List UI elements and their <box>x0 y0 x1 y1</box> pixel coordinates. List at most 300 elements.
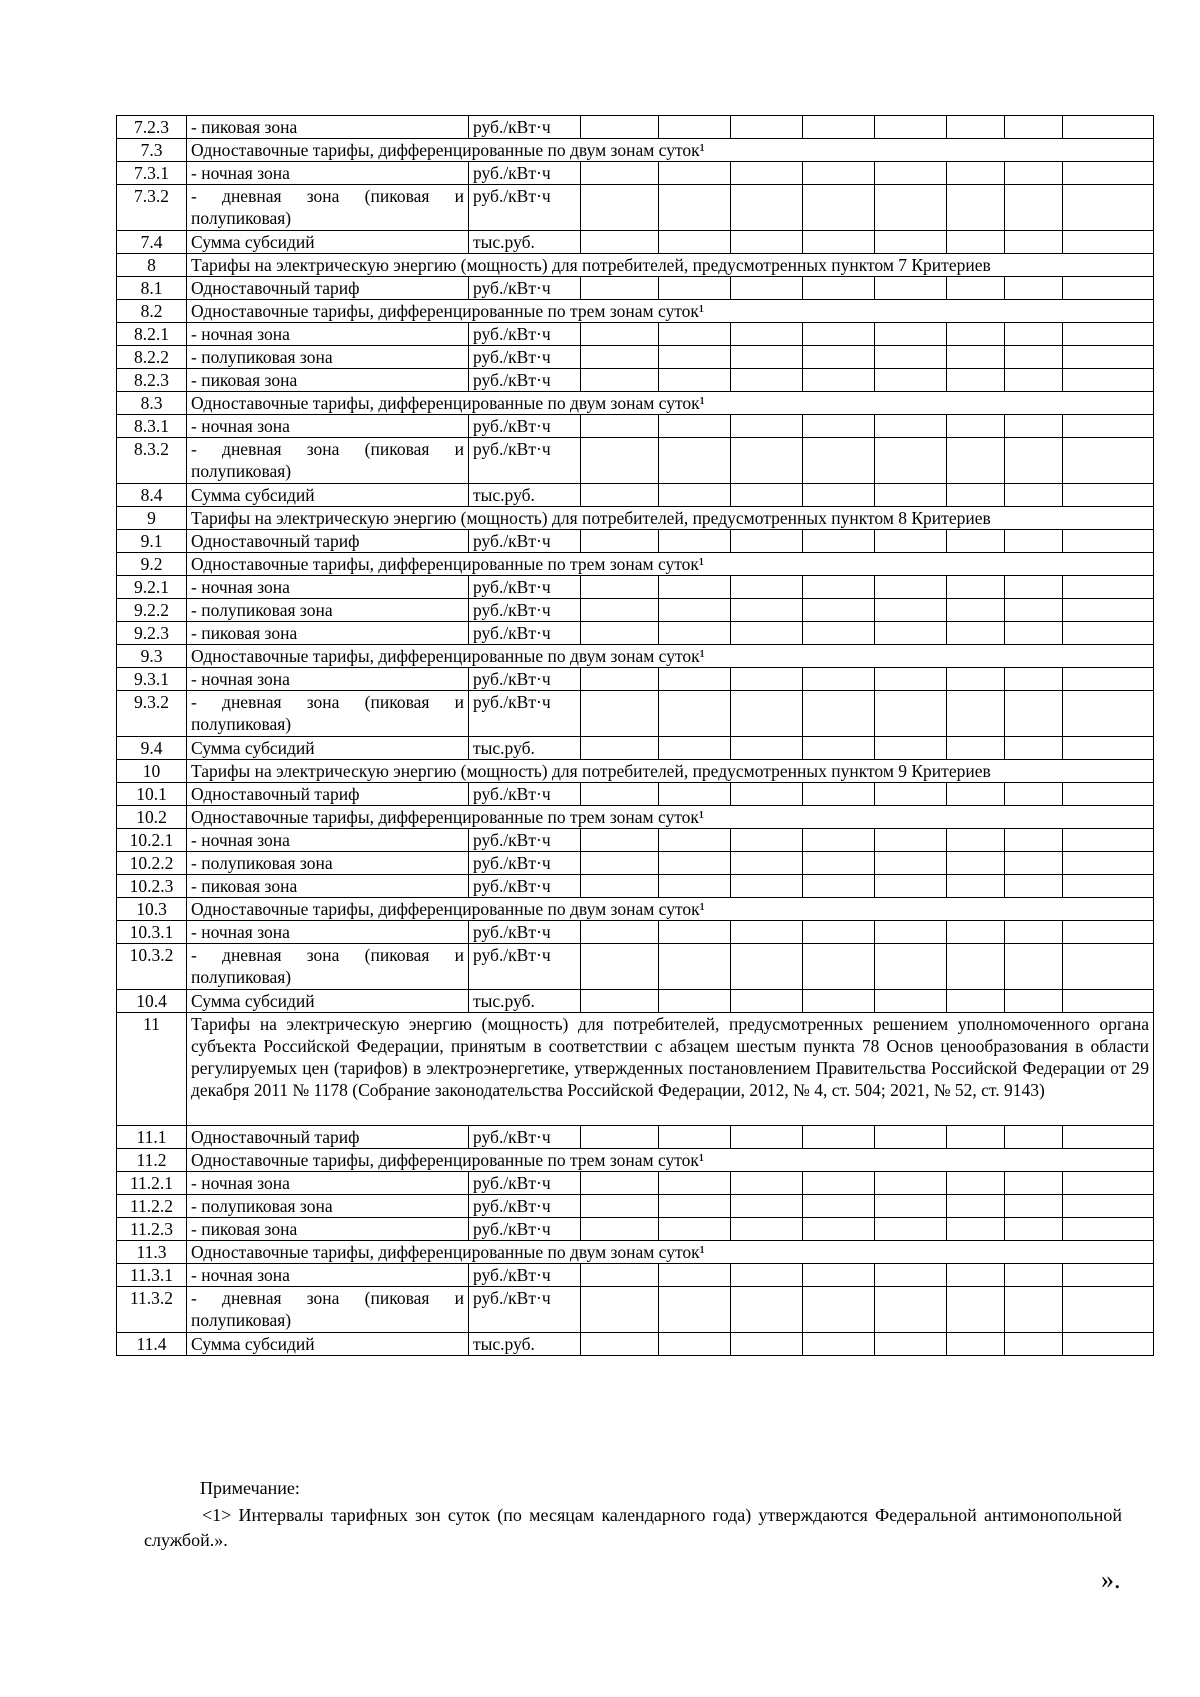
value-cell <box>1005 1264 1063 1287</box>
unit-cell: руб./кВт·ч <box>469 162 581 185</box>
value-cell <box>875 1126 947 1149</box>
value-cell <box>1063 852 1154 875</box>
table-row <box>117 1172 1154 1195</box>
value-cell <box>659 622 731 645</box>
table-row <box>117 1126 1154 1149</box>
value-cell <box>659 1126 731 1149</box>
value-cell <box>581 323 659 346</box>
indicator-name-cell: Сумма субсидий <box>187 1333 469 1356</box>
unit-cell: руб./кВт·ч <box>469 1218 581 1241</box>
value-cell <box>803 1126 875 1149</box>
value-cell <box>1063 231 1154 254</box>
row-number-cell: 10.1 <box>117 783 187 806</box>
value-cell <box>803 668 875 691</box>
value-cell <box>875 944 947 990</box>
value-cell <box>947 438 1005 484</box>
value-cell <box>947 185 1005 231</box>
unit-cell: руб./кВт·ч <box>469 415 581 438</box>
row-number-cell: 7.4 <box>117 231 187 254</box>
table-row <box>117 645 1154 668</box>
value-cell <box>803 852 875 875</box>
table-row <box>117 553 1154 576</box>
row-number-cell: 8.4 <box>117 484 187 507</box>
value-cell <box>659 1172 731 1195</box>
unit-cell: руб./кВт·ч <box>469 1287 581 1333</box>
unit-cell: тыс.руб. <box>469 484 581 507</box>
value-cell <box>875 438 947 484</box>
value-cell <box>1005 323 1063 346</box>
table-row <box>117 415 1154 438</box>
value-cell <box>875 1287 947 1333</box>
indicator-name-cell: - дневная зона (пиковая и полупиковая) <box>187 691 469 737</box>
value-cell <box>581 1218 659 1241</box>
value-cell <box>1005 852 1063 875</box>
indicator-name-cell: Одноставочный тариф <box>187 277 469 300</box>
row-number-cell: 10.2.2 <box>117 852 187 875</box>
value-cell <box>581 231 659 254</box>
section-title-cell: Тарифы на электрическую энергию (мощность) для потребителей, предусмотренных пунктом 9 Критериев <box>187 760 1154 783</box>
value-cell <box>1063 116 1154 139</box>
value-cell <box>1005 990 1063 1013</box>
row-number-cell: 9 <box>117 507 187 530</box>
table-row <box>117 875 1154 898</box>
unit-cell: руб./кВт·ч <box>469 369 581 392</box>
row-number-cell: 8 <box>117 254 187 277</box>
value-cell <box>581 852 659 875</box>
value-cell <box>731 277 803 300</box>
value-cell <box>875 277 947 300</box>
indicator-name-cell: - ночная зона <box>187 921 469 944</box>
value-cell <box>731 1287 803 1333</box>
value-cell <box>1063 599 1154 622</box>
row-number-cell: 10.2.1 <box>117 829 187 852</box>
row-number-cell: 9.2.1 <box>117 576 187 599</box>
value-cell <box>731 622 803 645</box>
value-cell <box>659 990 731 1013</box>
value-cell <box>1063 530 1154 553</box>
value-cell <box>1063 1218 1154 1241</box>
indicator-name-cell: - полупиковая зона <box>187 599 469 622</box>
value-cell <box>1063 1264 1154 1287</box>
unit-cell: руб./кВт·ч <box>469 829 581 852</box>
table-row <box>117 829 1154 852</box>
value-cell <box>731 576 803 599</box>
section-title-cell: Одноставочные тарифы, дифференцированные по трем зонам суток¹ <box>187 1149 1154 1172</box>
value-cell <box>1063 1333 1154 1356</box>
row-number-cell: 7.3.1 <box>117 162 187 185</box>
indicator-name-cell: - ночная зона <box>187 415 469 438</box>
value-cell <box>1005 1195 1063 1218</box>
value-cell <box>581 829 659 852</box>
value-cell <box>803 438 875 484</box>
table-row <box>117 1241 1154 1264</box>
unit-cell: руб./кВт·ч <box>469 346 581 369</box>
value-cell <box>581 576 659 599</box>
value-cell <box>1063 576 1154 599</box>
value-cell <box>947 576 1005 599</box>
value-cell <box>659 599 731 622</box>
value-cell <box>803 921 875 944</box>
value-cell <box>731 668 803 691</box>
table-row <box>117 323 1154 346</box>
value-cell <box>1005 737 1063 760</box>
indicator-name-cell: Сумма субсидий <box>187 737 469 760</box>
value-cell <box>1063 1287 1154 1333</box>
value-cell <box>947 599 1005 622</box>
unit-cell: руб./кВт·ч <box>469 783 581 806</box>
section-title-cell: Одноставочные тарифы, дифференцированные по трем зонам суток¹ <box>187 553 1154 576</box>
indicator-name-cell: - полупиковая зона <box>187 1195 469 1218</box>
value-cell <box>659 185 731 231</box>
table-row <box>117 576 1154 599</box>
value-cell <box>947 484 1005 507</box>
value-cell <box>731 369 803 392</box>
table-row <box>117 691 1154 737</box>
document-page <box>116 115 1153 1356</box>
value-cell <box>803 415 875 438</box>
value-cell <box>803 231 875 254</box>
section-title-cell: Одноставочные тарифы, дифференцированные по двум зонам суток¹ <box>187 645 1154 668</box>
value-cell <box>803 576 875 599</box>
table-row <box>117 300 1154 323</box>
row-number-cell: 8.1 <box>117 277 187 300</box>
value-cell <box>581 599 659 622</box>
indicator-name-cell: - ночная зона <box>187 1172 469 1195</box>
row-number-cell: 7.3 <box>117 139 187 162</box>
value-cell <box>731 875 803 898</box>
value-cell <box>875 622 947 645</box>
value-cell <box>731 1172 803 1195</box>
table-row <box>117 438 1154 484</box>
value-cell <box>1063 622 1154 645</box>
value-cell <box>1063 668 1154 691</box>
indicator-name-cell: - дневная зона (пиковая и полупиковая) <box>187 438 469 484</box>
value-cell <box>1063 737 1154 760</box>
indicator-name-cell: - ночная зона <box>187 829 469 852</box>
table-row <box>117 1195 1154 1218</box>
value-cell <box>1005 691 1063 737</box>
table-row <box>117 806 1154 829</box>
row-number-cell: 9.4 <box>117 737 187 760</box>
section-title-cell: Одноставочные тарифы, дифференцированные по двум зонам суток¹ <box>187 392 1154 415</box>
table-row <box>117 668 1154 691</box>
value-cell <box>947 829 1005 852</box>
value-cell <box>1063 438 1154 484</box>
value-cell <box>947 415 1005 438</box>
value-cell <box>659 1195 731 1218</box>
value-cell <box>581 1172 659 1195</box>
value-cell <box>803 783 875 806</box>
row-number-cell: 11.2 <box>117 1149 187 1172</box>
value-cell <box>1005 576 1063 599</box>
value-cell <box>1063 1126 1154 1149</box>
value-cell <box>947 346 1005 369</box>
row-number-cell: 10 <box>117 760 187 783</box>
row-number-cell: 8.2.2 <box>117 346 187 369</box>
value-cell <box>659 530 731 553</box>
value-cell <box>581 369 659 392</box>
value-cell <box>875 1218 947 1241</box>
value-cell <box>581 622 659 645</box>
value-cell <box>947 622 1005 645</box>
value-cell <box>875 668 947 691</box>
value-cell <box>731 1264 803 1287</box>
value-cell <box>581 737 659 760</box>
value-cell <box>1005 438 1063 484</box>
row-number-cell: 11.3.1 <box>117 1264 187 1287</box>
value-cell <box>947 323 1005 346</box>
value-cell <box>947 1333 1005 1356</box>
value-cell <box>731 1218 803 1241</box>
row-number-cell: 11.3 <box>117 1241 187 1264</box>
value-cell <box>803 622 875 645</box>
row-number-cell: 7.2.3 <box>117 116 187 139</box>
value-cell <box>803 185 875 231</box>
value-cell <box>1005 921 1063 944</box>
unit-cell: тыс.руб. <box>469 231 581 254</box>
value-cell <box>581 1195 659 1218</box>
row-number-cell: 9.3.1 <box>117 668 187 691</box>
table-row <box>117 392 1154 415</box>
value-cell <box>803 277 875 300</box>
value-cell <box>1063 875 1154 898</box>
value-cell <box>581 783 659 806</box>
unit-cell: руб./кВт·ч <box>469 622 581 645</box>
value-cell <box>659 415 731 438</box>
value-cell <box>875 162 947 185</box>
value-cell <box>1005 1172 1063 1195</box>
value-cell <box>875 415 947 438</box>
row-number-cell: 10.3 <box>117 898 187 921</box>
value-cell <box>947 921 1005 944</box>
indicator-name-cell: - пиковая зона <box>187 369 469 392</box>
row-number-cell: 10.2.3 <box>117 875 187 898</box>
value-cell <box>659 1333 731 1356</box>
value-cell <box>731 921 803 944</box>
indicator-name-cell: - пиковая зона <box>187 116 469 139</box>
value-cell <box>875 783 947 806</box>
table-row <box>117 254 1154 277</box>
row-number-cell: 11 <box>117 1013 187 1126</box>
value-cell <box>1063 990 1154 1013</box>
value-cell <box>803 530 875 553</box>
indicator-name-cell: - пиковая зона <box>187 1218 469 1241</box>
value-cell <box>875 1172 947 1195</box>
row-number-cell: 11.2.2 <box>117 1195 187 1218</box>
value-cell <box>581 484 659 507</box>
indicator-name-cell: Сумма субсидий <box>187 990 469 1013</box>
indicator-name-cell: - дневная зона (пиковая и полупиковая) <box>187 1287 469 1333</box>
row-number-cell: 9.2.3 <box>117 622 187 645</box>
value-cell <box>1005 1287 1063 1333</box>
value-cell <box>875 369 947 392</box>
table-row <box>117 944 1154 990</box>
value-cell <box>1063 162 1154 185</box>
value-cell <box>803 990 875 1013</box>
note-title: Примечание: <box>200 1478 300 1498</box>
table-row <box>117 530 1154 553</box>
row-number-cell: 11.3.2 <box>117 1287 187 1333</box>
value-cell <box>659 231 731 254</box>
value-cell <box>875 599 947 622</box>
value-cell <box>1005 369 1063 392</box>
value-cell <box>1005 277 1063 300</box>
unit-cell: руб./кВт·ч <box>469 1195 581 1218</box>
value-cell <box>731 185 803 231</box>
unit-cell: руб./кВт·ч <box>469 875 581 898</box>
value-cell <box>875 691 947 737</box>
closing-quote: ». <box>1101 1565 1121 1594</box>
table-row <box>117 921 1154 944</box>
value-cell <box>947 1126 1005 1149</box>
value-cell <box>581 921 659 944</box>
value-cell <box>875 530 947 553</box>
value-cell <box>875 116 947 139</box>
value-cell <box>803 875 875 898</box>
value-cell <box>803 829 875 852</box>
tariff-table <box>116 115 1154 1356</box>
value-cell <box>875 323 947 346</box>
indicator-name-cell: Одноставочный тариф <box>187 1126 469 1149</box>
table-row <box>117 990 1154 1013</box>
indicator-name-cell: - ночная зона <box>187 1264 469 1287</box>
value-cell <box>581 1287 659 1333</box>
row-number-cell: 10.4 <box>117 990 187 1013</box>
value-cell <box>803 1195 875 1218</box>
value-cell <box>1063 944 1154 990</box>
row-number-cell: 9.1 <box>117 530 187 553</box>
indicator-name-cell: - пиковая зона <box>187 875 469 898</box>
value-cell <box>947 1264 1005 1287</box>
value-cell <box>1063 691 1154 737</box>
value-cell <box>803 944 875 990</box>
indicator-name-cell: - ночная зона <box>187 162 469 185</box>
value-cell <box>581 691 659 737</box>
value-cell <box>1005 944 1063 990</box>
table-row <box>117 277 1154 300</box>
value-cell <box>1005 875 1063 898</box>
unit-cell: руб./кВт·ч <box>469 921 581 944</box>
value-cell <box>659 484 731 507</box>
value-cell <box>875 990 947 1013</box>
value-cell <box>581 162 659 185</box>
value-cell <box>947 1287 1005 1333</box>
indicator-name-cell: - ночная зона <box>187 323 469 346</box>
value-cell <box>1005 346 1063 369</box>
row-number-cell: 8.3.2 <box>117 438 187 484</box>
section-title-cell: Тарифы на электрическую энергию (мощность) для потребителей, предусмотренных пунктом 8 Критериев <box>187 507 1154 530</box>
value-cell <box>659 737 731 760</box>
table-row <box>117 898 1154 921</box>
value-cell <box>1063 415 1154 438</box>
value-cell <box>581 944 659 990</box>
value-cell <box>659 369 731 392</box>
unit-cell: тыс.руб. <box>469 990 581 1013</box>
row-number-cell: 7.3.2 <box>117 185 187 231</box>
indicator-name-cell: - пиковая зона <box>187 622 469 645</box>
table-row <box>117 116 1154 139</box>
unit-cell: руб./кВт·ч <box>469 576 581 599</box>
indicator-name-cell: Одноставочный тариф <box>187 783 469 806</box>
value-cell <box>731 231 803 254</box>
value-cell <box>1005 231 1063 254</box>
indicator-name-cell: - ночная зона <box>187 668 469 691</box>
value-cell <box>1063 1172 1154 1195</box>
table-row <box>117 1218 1154 1241</box>
value-cell <box>875 231 947 254</box>
value-cell <box>947 737 1005 760</box>
value-cell <box>947 231 1005 254</box>
value-cell <box>581 1126 659 1149</box>
value-cell <box>659 162 731 185</box>
value-cell <box>947 1195 1005 1218</box>
value-cell <box>581 185 659 231</box>
value-cell <box>659 277 731 300</box>
value-cell <box>947 691 1005 737</box>
value-cell <box>731 1126 803 1149</box>
value-cell <box>947 530 1005 553</box>
value-cell <box>1005 530 1063 553</box>
value-cell <box>1063 829 1154 852</box>
table-row <box>117 346 1154 369</box>
value-cell <box>875 1195 947 1218</box>
value-cell <box>731 783 803 806</box>
table-row <box>117 760 1154 783</box>
value-cell <box>1063 346 1154 369</box>
value-cell <box>659 1264 731 1287</box>
section-title-cell: Тарифы на электрическую энергию (мощность) для потребителей, предусмотренных пунктом 7 Критериев <box>187 254 1154 277</box>
indicator-name-cell: Сумма субсидий <box>187 484 469 507</box>
value-cell <box>803 1333 875 1356</box>
value-cell <box>731 484 803 507</box>
table-row <box>117 1287 1154 1333</box>
value-cell <box>731 1195 803 1218</box>
value-cell <box>803 116 875 139</box>
value-cell <box>875 1333 947 1356</box>
value-cell <box>803 1287 875 1333</box>
unit-cell: руб./кВт·ч <box>469 691 581 737</box>
value-cell <box>1005 116 1063 139</box>
value-cell <box>875 346 947 369</box>
value-cell <box>659 691 731 737</box>
value-cell <box>731 1333 803 1356</box>
value-cell <box>947 162 1005 185</box>
row-number-cell: 8.2.1 <box>117 323 187 346</box>
value-cell <box>659 875 731 898</box>
section-title-cell: Одноставочные тарифы, дифференцированные по двум зонам суток¹ <box>187 1241 1154 1264</box>
unit-cell: руб./кВт·ч <box>469 1264 581 1287</box>
value-cell <box>875 852 947 875</box>
unit-cell: руб./кВт·ч <box>469 944 581 990</box>
indicator-name-cell: Одноставочный тариф <box>187 530 469 553</box>
value-cell <box>659 576 731 599</box>
value-cell <box>731 323 803 346</box>
value-cell <box>581 875 659 898</box>
value-cell <box>1005 622 1063 645</box>
value-cell <box>659 944 731 990</box>
value-cell <box>659 438 731 484</box>
value-cell <box>581 530 659 553</box>
value-cell <box>659 783 731 806</box>
value-cell <box>1063 484 1154 507</box>
value-cell <box>581 277 659 300</box>
value-cell <box>803 737 875 760</box>
value-cell <box>581 1333 659 1356</box>
unit-cell: руб./кВт·ч <box>469 185 581 231</box>
row-number-cell: 10.2 <box>117 806 187 829</box>
row-number-cell: 9.3 <box>117 645 187 668</box>
value-cell <box>947 990 1005 1013</box>
